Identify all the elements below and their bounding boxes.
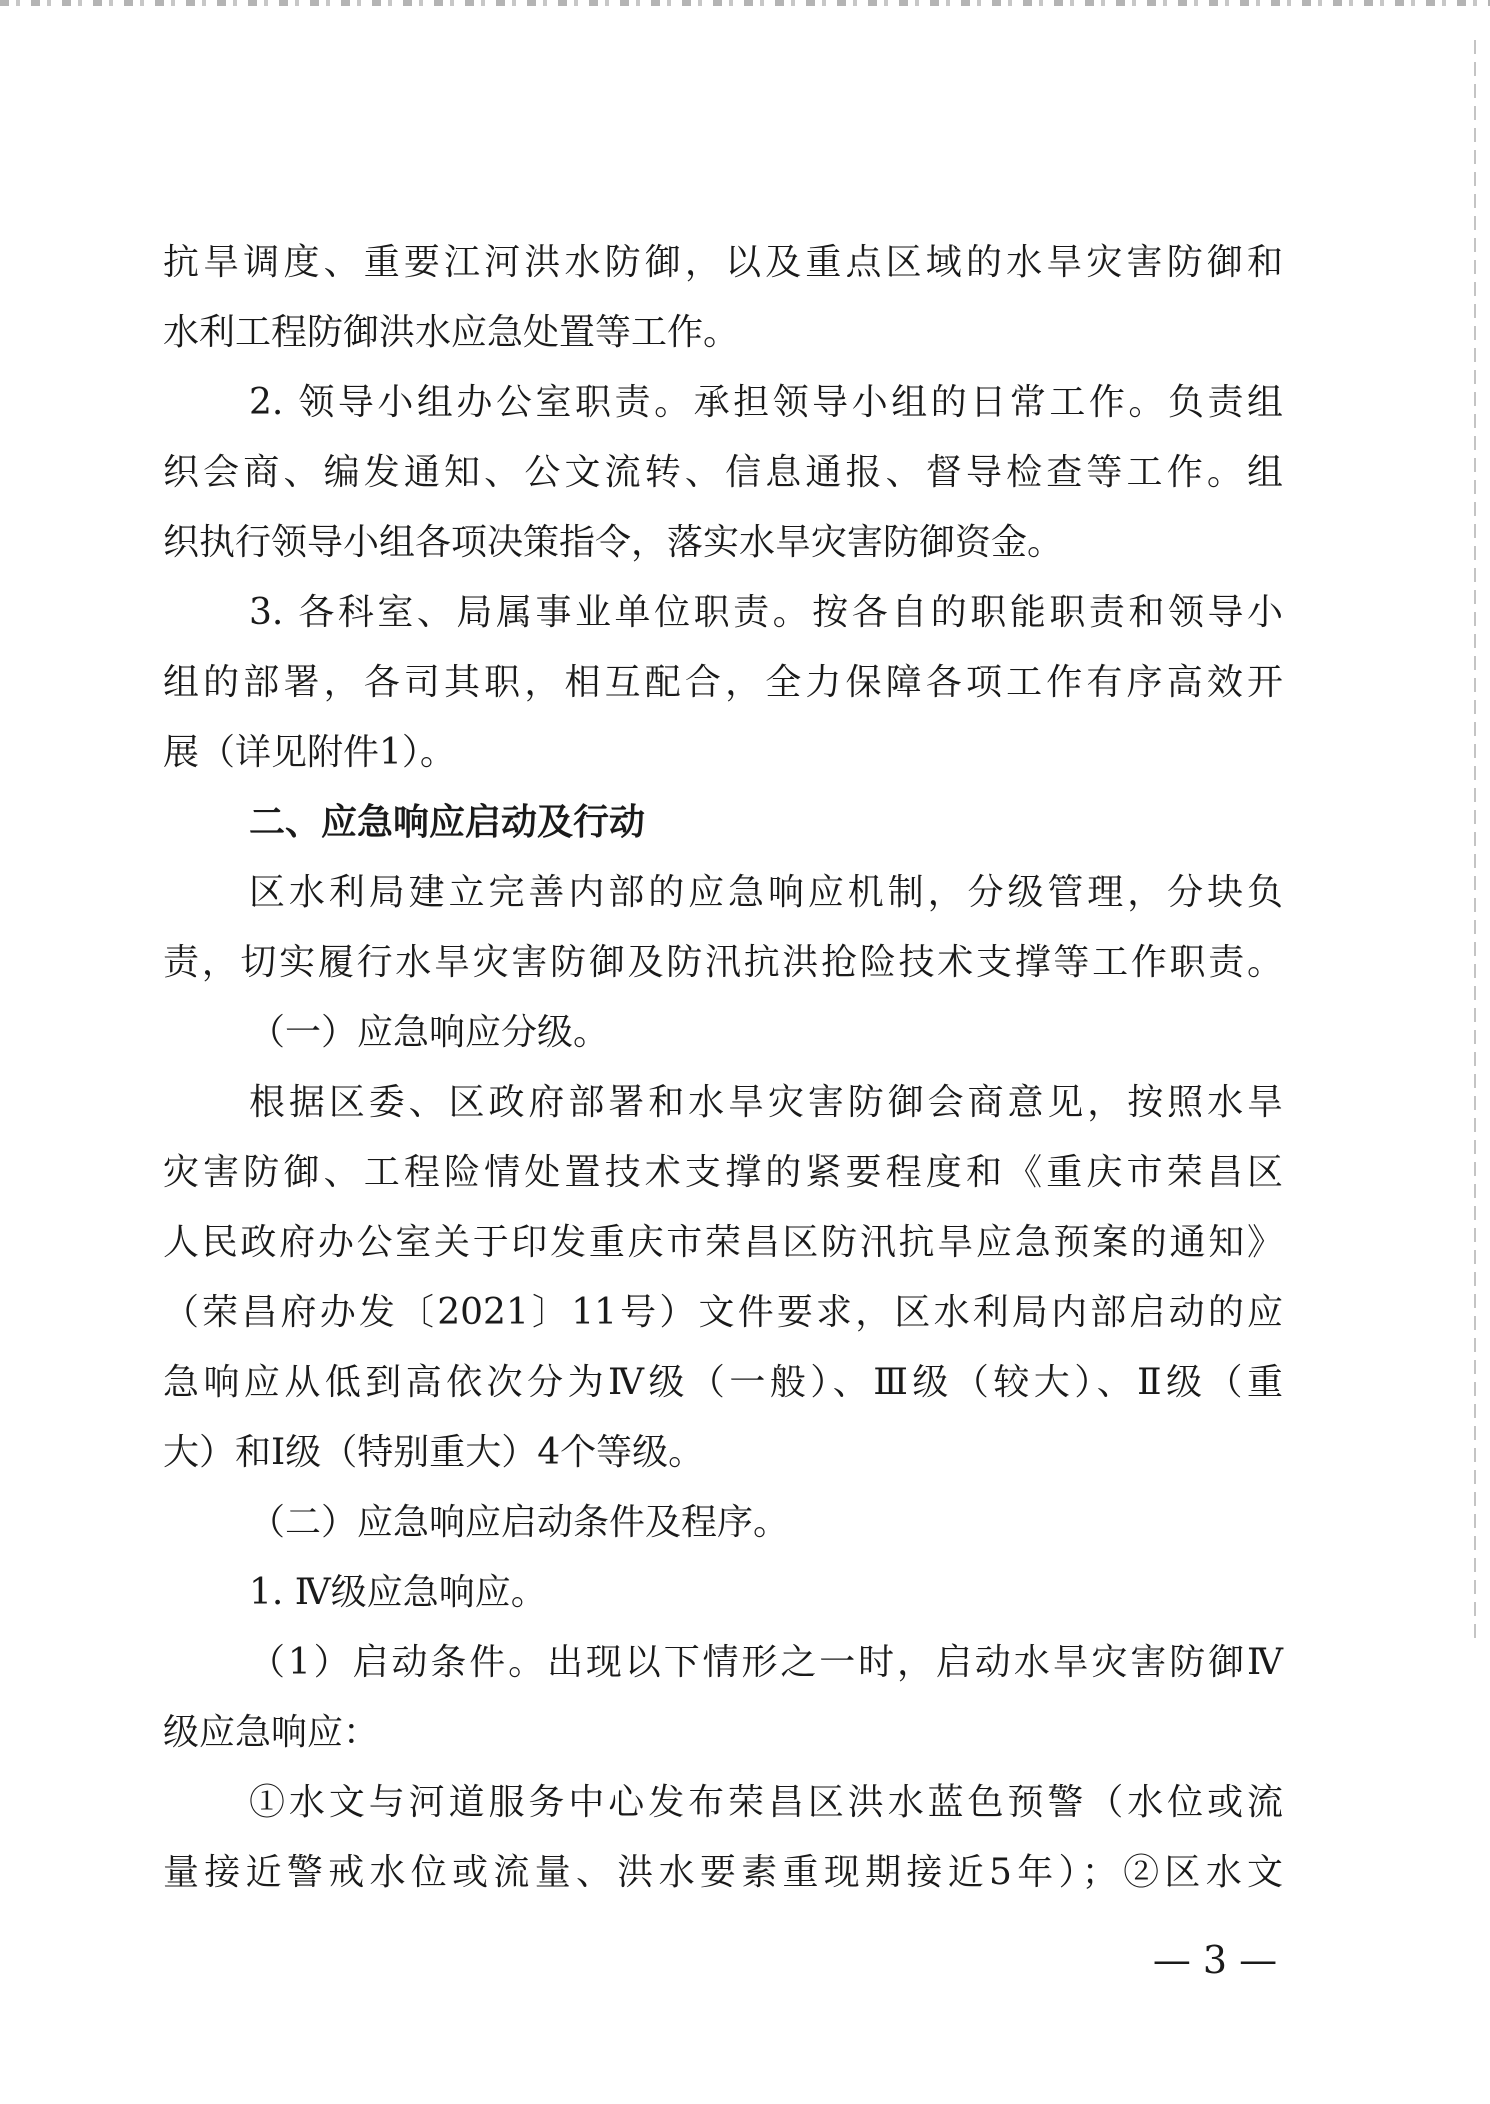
paragraph-line: 抗旱调度、重要江河洪水防御，以及重点区域的水旱灾害防御和 [163, 242, 1283, 283]
subsection-heading: （一）应急响应分级。 [249, 1012, 610, 1053]
paragraph-line: 织执行领导小组各项决策指令，落实水旱灾害防御资金。 [163, 522, 1064, 563]
paragraph-line: 2. 领导小组办公室职责。承担领导小组的日常工作。负责组 [249, 382, 1283, 423]
paragraph-line: 责，切实履行水旱灾害防御及防汛抗洪抢险技术支撑等工作职责。 [163, 942, 1283, 983]
paragraph-line: ①水文与河道服务中心发布荣昌区洪水蓝色预警（水位或流 [249, 1782, 1283, 1823]
paragraph-line: 1. Ⅳ级应急响应。 [249, 1572, 547, 1613]
paragraph-line: 根据区委、区政府部署和水旱灾害防御会商意见，按照水旱 [249, 1082, 1283, 1123]
document-body [163, 228, 1283, 1908]
paragraph-line: 急响应从低到高依次分为Ⅳ级（一般）、Ⅲ级（较大）、Ⅱ级（重 [163, 1362, 1283, 1403]
paragraph-line: 量接近警戒水位或流量、洪水要素重现期接近5年）；②区水文 [163, 1852, 1283, 1893]
paragraph-line: 展（详见附件1）。 [163, 732, 456, 773]
paragraph-line: 区水利局建立完善内部的应急响应机制，分级管理，分块负 [249, 872, 1283, 913]
section-heading: 二、应急响应启动及行动 [249, 802, 646, 843]
paragraph-line: （荣昌府办发〔2021〕11号）文件要求，区水利局内部启动的应 [163, 1292, 1283, 1333]
scan-edge-right [1474, 40, 1476, 1640]
paragraph-line: 人民政府办公室关于印发重庆市荣昌区防汛抗旱应急预案的通知》 [163, 1222, 1283, 1263]
subsection-heading: （二）应急响应启动条件及程序。 [249, 1502, 790, 1543]
scan-edge-top [0, 0, 1490, 6]
page-number: — 3 — [1152, 1938, 1278, 1982]
paragraph-line: 织会商、编发通知、公文流转、信息通报、督导检查等工作。组 [163, 452, 1283, 493]
paragraph-line: 级应急响应： [163, 1712, 380, 1753]
paragraph-line: 水利工程防御洪水应急处置等工作。 [163, 312, 740, 353]
paragraph-line: （1）启动条件。出现以下情形之一时，启动水旱灾害防御Ⅳ [249, 1642, 1283, 1683]
paragraph-line: 组的部署，各司其职，相互配合，全力保障各项工作有序高效开 [163, 662, 1283, 703]
paragraph-line: 3. 各科室、局属事业单位职责。按各自的职能职责和领导小 [249, 592, 1283, 633]
paragraph-line: 大）和Ⅰ级（特别重大）4个等级。 [163, 1432, 705, 1473]
paragraph-line: 灾害防御、工程险情处置技术支撑的紧要程度和《重庆市荣昌区 [163, 1152, 1283, 1193]
